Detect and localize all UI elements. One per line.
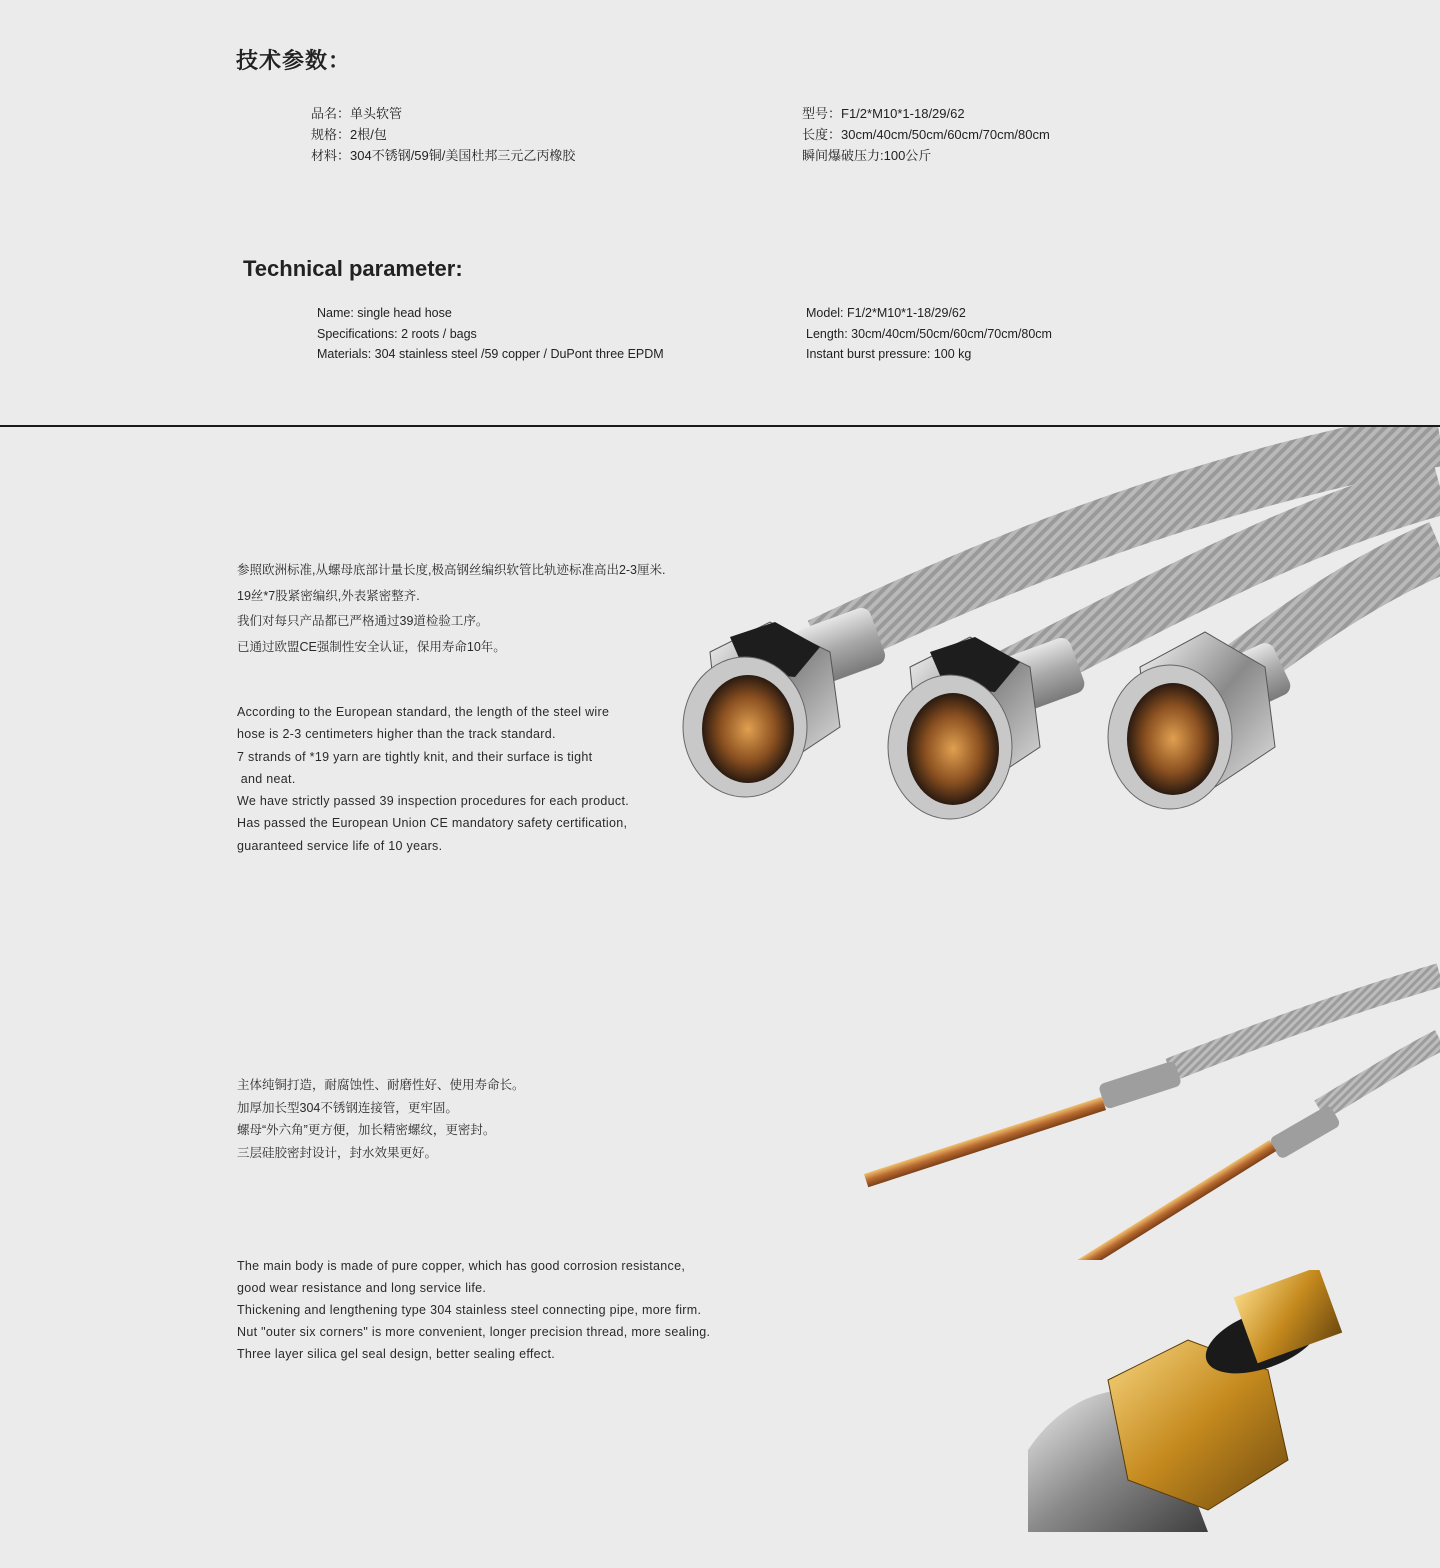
en-param-name: Name: single head hose: [317, 306, 452, 320]
feature1-cn-line: 已通过欧盟CE强制性安全认证，保用寿命10年。: [237, 639, 506, 654]
feature1-en-line: guaranteed service life of 10 years.: [237, 838, 443, 853]
en-params-left: [317, 303, 664, 365]
feature1-en-line: 7 strands of *19 yarn are tightly knit, and their surface is tight: [237, 749, 593, 764]
feature2-cn-text: [237, 1074, 525, 1164]
braided-hoses-with-hex-nuts-image: [670, 427, 1440, 847]
en-param-burst-pressure: Instant burst pressure: 100 kg: [806, 347, 972, 361]
feature1-en-line: hose is 2-3 centimeters higher than the track standard.: [237, 727, 556, 742]
feature1-en-line: and neat.: [237, 771, 296, 786]
cn-heading: 技术参数：: [236, 48, 352, 73]
feature2-cn-line: 主体纯铜打造，耐腐蚀性、耐磨性好、使用寿命长。: [237, 1078, 525, 1092]
feature2-en-line: Three layer silica gel seal design, better sealing effect.: [237, 1347, 556, 1361]
feature1-en-line: Has passed the European Union CE mandatory safety certification,: [237, 816, 628, 831]
feature1-cn-text: [237, 558, 666, 660]
feature1-en-text: [237, 701, 629, 857]
feature1-en-line: We have strictly passed 39 inspection procedures for each product.: [237, 794, 629, 809]
feature2-cn-line: 螺母“外六角”更方便，加长精密螺纹，更密封。: [237, 1123, 496, 1138]
feature1-cn-line: 参照欧洲标准,从螺母底部计量长度,极高钢丝编织软管比轨迹标准高出2-3厘米.: [237, 563, 666, 577]
feature2-en-line: good wear resistance and long service life.: [237, 1281, 487, 1295]
feature2-en-text: [237, 1255, 710, 1365]
cn-param-material: 材料：304不锈钢/59铜/美国杜邦三元乙丙橡胶: [311, 148, 576, 163]
cn-params-right: [802, 103, 1050, 166]
en-param-spec: Specifications: 2 roots / bags: [317, 326, 477, 341]
en-param-model: Model: F1/2*M10*1-18/29/62: [806, 306, 966, 320]
feature1-cn-line: 19丝*7股紧密编织,外表紧密整齐.: [237, 588, 420, 603]
feature2-en-line: Nut "outer six corners" is more convenient, longer precision thread, more sealing.: [237, 1325, 711, 1339]
en-params-right: [806, 303, 1052, 365]
en-param-length: Length: 30cm/40cm/50cm/60cm/70cm/80cm: [806, 326, 1052, 341]
cn-param-burst-pressure: 瞬间爆破压力:100公斤: [802, 148, 932, 163]
feature1-cn-line: 我们对每只产品都已严格通过39道检验工序。: [237, 614, 489, 628]
feature2-cn-line: 三层硅胶密封设计，封水效果更好。: [237, 1145, 438, 1160]
cn-params-left: [311, 103, 575, 166]
cn-param-name: 品名：单头软管: [311, 106, 403, 121]
brass-fitting-closeup-image: [1028, 1270, 1440, 1532]
en-param-material: Materials: 304 stainless steel /59 copper / DuPont three EPDM: [317, 347, 664, 361]
feature2-cn-line: 加厚加长型304不锈钢连接管，更牢固。: [237, 1100, 458, 1115]
feature2-en-line: The main body is made of pure copper, which has good corrosion resistance,: [237, 1259, 686, 1273]
feature1-en-line: According to the European standard, the length of the steel wire: [237, 705, 610, 719]
feature2-en-line: Thickening and lengthening type 304 stainless steel connecting pipe, more firm.: [237, 1303, 702, 1317]
braided-hoses-with-copper-pins-image: [850, 960, 1440, 1260]
en-heading: Technical parameter:: [243, 256, 463, 281]
cn-param-spec: 规格：2根/包: [311, 127, 387, 142]
cn-param-model: 型号：F1/2*M10*1-18/29/62: [802, 106, 965, 121]
cn-param-length: 长度：30cm/40cm/50cm/60cm/70cm/80cm: [802, 127, 1050, 142]
